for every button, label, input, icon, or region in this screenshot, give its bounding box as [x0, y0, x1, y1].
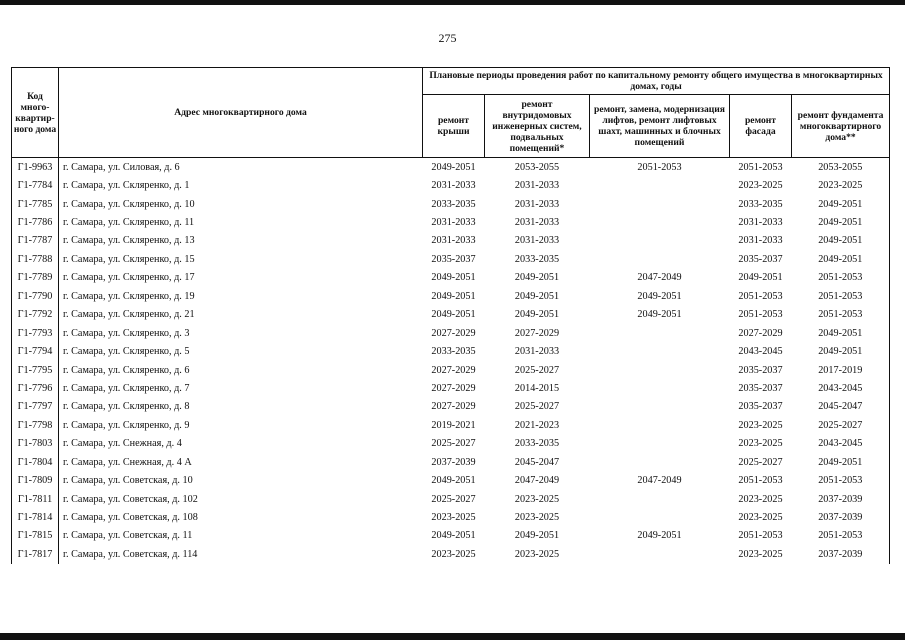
foundation-period: 2017-2019: [792, 361, 890, 379]
elevators-period: [590, 342, 730, 360]
house-code: Г1-7793: [12, 324, 59, 342]
table-row: [12, 176, 890, 194]
elevators-period: [590, 213, 730, 231]
house-address: г. Самара, ул. Скляренко, д. 19: [63, 290, 195, 302]
house-address: г. Самара, ул. Советская, д. 114: [63, 548, 198, 560]
house-code: Г1-7785: [12, 195, 59, 213]
facade-period: 2049-2051: [738, 272, 783, 284]
engineering-period: 2031-2033: [514, 235, 560, 247]
facade-period: 2051-2053: [738, 290, 783, 302]
header-code: Код много-квартир-ного дома: [12, 68, 59, 158]
house-code: Г1-7789: [12, 269, 59, 287]
elevators-period: 2049-2051: [637, 530, 682, 542]
elevators-period: [590, 379, 730, 397]
top-rule: [0, 0, 905, 5]
roof-period: 2049-2051: [431, 530, 476, 542]
engineering-period: 2049-2051: [514, 290, 560, 302]
repair-schedule-table: [11, 67, 890, 564]
engineering-period: 2033-2035: [514, 438, 560, 450]
foundation-period: 2023-2025: [792, 176, 890, 194]
foundation-period: 2051-2053: [792, 269, 890, 287]
roof-period: 2033-2035: [431, 346, 476, 358]
engineering-period: 2031-2033: [514, 198, 560, 210]
facade-period: 2031-2033: [738, 235, 783, 247]
table-row: [12, 158, 890, 177]
foundation-period: 2051-2053: [792, 527, 890, 545]
table-row: [12, 361, 890, 379]
roof-period: 2025-2027: [431, 493, 476, 505]
engineering-period: 2031-2033: [514, 346, 560, 358]
house-address: г. Самара, ул. Скляренко, д. 17: [63, 272, 195, 284]
engineering-period: 2053-2055: [514, 161, 560, 173]
facade-period: 2051-2053: [738, 161, 783, 173]
elevators-period: [590, 398, 730, 416]
house-address: г. Самара, ул. Советская, д. 102: [63, 493, 198, 505]
roof-period: 2023-2025: [431, 512, 476, 524]
table-row: [12, 306, 890, 324]
roof-period: 2027-2029: [431, 364, 476, 376]
elevators-period: [590, 195, 730, 213]
facade-period: 2023-2025: [738, 548, 783, 560]
roof-period: 2037-2039: [431, 456, 476, 468]
foundation-period: 2049-2051: [792, 324, 890, 342]
elevators-period: [590, 416, 730, 434]
roof-period: 2049-2051: [431, 272, 476, 284]
roof-period: 2027-2029: [431, 327, 476, 339]
foundation-period: 2049-2051: [792, 250, 890, 268]
header-foundation: ремонт фундамента многоквартирного дома**: [792, 95, 890, 158]
table-row: [12, 508, 890, 526]
facade-period: 2027-2029: [738, 327, 783, 339]
house-code: Г1-7803: [12, 435, 59, 453]
foundation-period: 2025-2027: [792, 416, 890, 434]
house-address: г. Самара, ул. Скляренко, д. 9: [63, 419, 190, 431]
foundation-period: 2037-2039: [792, 508, 890, 526]
facade-period: 2025-2027: [738, 456, 783, 468]
engineering-period: 2023-2025: [514, 493, 560, 505]
table-row: [12, 324, 890, 342]
header-address: Адрес многоквартирного дома: [59, 68, 423, 158]
roof-period: 2035-2037: [431, 253, 476, 265]
table-row: [12, 232, 890, 250]
facade-period: 2023-2025: [738, 512, 783, 524]
bottom-rule: [0, 633, 905, 640]
foundation-period: 2043-2045: [792, 379, 890, 397]
foundation-period: 2049-2051: [792, 342, 890, 360]
engineering-period: 2049-2051: [514, 530, 560, 542]
house-code: Г1-7795: [12, 361, 59, 379]
house-code: Г1-7817: [12, 545, 59, 563]
header-roof: ремонт крыши: [423, 95, 485, 158]
facade-period: 2043-2045: [738, 346, 783, 358]
elevators-period: 2051-2053: [637, 161, 682, 173]
engineering-period: 2045-2047: [514, 456, 560, 468]
house-address: г. Самара, ул. Скляренко, д. 10: [63, 198, 195, 210]
house-code: Г1-7809: [12, 471, 59, 489]
house-code: Г1-7797: [12, 398, 59, 416]
engineering-period: 2021-2023: [514, 419, 560, 431]
elevators-period: [590, 453, 730, 471]
roof-period: 2033-2035: [431, 198, 476, 210]
elevators-period: 2049-2051: [637, 290, 682, 302]
facade-period: 2051-2053: [738, 309, 783, 321]
engineering-period: 2031-2033: [514, 180, 560, 192]
page-number: 275: [438, 31, 457, 45]
elevators-period: [590, 435, 730, 453]
house-address: г. Самара, ул. Советская, д. 108: [63, 512, 198, 524]
facade-period: 2023-2025: [738, 419, 783, 431]
house-code: Г1-7794: [12, 342, 59, 360]
house-address: г. Самара, ул. Скляренко, д. 8: [63, 401, 190, 413]
facade-period: 2023-2025: [738, 493, 783, 505]
engineering-period: 2049-2051: [514, 309, 560, 321]
elevators-period: [590, 176, 730, 194]
table-row: [12, 416, 890, 434]
house-code: Г1-7811: [12, 490, 59, 508]
elevators-period: [590, 490, 730, 508]
foundation-period: 2043-2045: [792, 435, 890, 453]
house-address: г. Самара, ул. Снежная, д. 4 А: [63, 456, 192, 468]
table-row: [12, 269, 890, 287]
facade-period: 2023-2025: [738, 180, 783, 192]
table-body: [12, 158, 890, 564]
facade-period: 2035-2037: [738, 401, 783, 413]
elevators-period: 2047-2049: [637, 475, 682, 487]
house-address: г. Самара, ул. Скляренко, д. 6: [63, 364, 190, 376]
engineering-period: 2023-2025: [514, 512, 560, 524]
elevators-period: 2049-2051: [637, 309, 682, 321]
engineering-period: 2025-2027: [514, 401, 560, 413]
engineering-period: 2047-2049: [514, 475, 560, 487]
roof-period: 2049-2051: [431, 475, 476, 487]
roof-period: 2031-2033: [431, 235, 476, 247]
facade-period: 2035-2037: [738, 382, 783, 394]
house-code: Г1-7798: [12, 416, 59, 434]
facade-period: 2023-2025: [738, 438, 783, 450]
roof-period: 2049-2051: [431, 309, 476, 321]
table-row: [12, 250, 890, 268]
elevators-period: 2047-2049: [637, 272, 682, 284]
house-address: г. Самара, ул. Скляренко, д. 11: [63, 217, 195, 229]
header-engineering: ремонт внутридомовых инженерных систем, подвальных помещений*: [485, 95, 590, 158]
roof-period: 2031-2033: [431, 217, 476, 229]
foundation-period: 2049-2051: [792, 232, 890, 250]
facade-period: 2035-2037: [738, 253, 783, 265]
elevators-period: [590, 508, 730, 526]
roof-period: 2027-2029: [431, 401, 476, 413]
house-address: г. Самара, ул. Скляренко, д. 15: [63, 253, 195, 265]
house-code: Г1-7796: [12, 379, 59, 397]
engineering-period: 2027-2029: [514, 327, 560, 339]
elevators-period: [590, 232, 730, 250]
table-row: [12, 287, 890, 305]
house-address: г. Самара, ул. Скляренко, д. 7: [63, 382, 190, 394]
house-address: г. Самара, ул. Скляренко, д. 1: [63, 180, 190, 192]
house-address: г. Самара, ул. Скляренко, д. 5: [63, 346, 190, 358]
header-periods: Плановые периоды проведения работ по капитальному ремонту общего имущества в многоквартирных домах, годы: [423, 68, 890, 95]
table-row: [12, 471, 890, 489]
foundation-period: 2037-2039: [792, 490, 890, 508]
roof-period: 2023-2025: [431, 548, 476, 560]
roof-period: 2049-2051: [431, 161, 476, 173]
elevators-period: [590, 250, 730, 268]
table-row: [12, 213, 890, 231]
house-code: Г1-7788: [12, 250, 59, 268]
table-row: [12, 398, 890, 416]
facade-period: 2035-2037: [738, 364, 783, 376]
engineering-period: 2049-2051: [514, 272, 560, 284]
engineering-period: 2031-2033: [514, 217, 560, 229]
facade-period: 2033-2035: [738, 198, 783, 210]
facade-period: 2051-2053: [738, 475, 783, 487]
roof-period: 2025-2027: [431, 438, 476, 450]
roof-period: 2019-2021: [431, 419, 476, 431]
house-code: Г1-7786: [12, 213, 59, 231]
engineering-period: 2033-2035: [514, 253, 560, 265]
table-row: [12, 545, 890, 563]
foundation-period: 2037-2039: [792, 545, 890, 563]
table-row: [12, 435, 890, 453]
table-row: [12, 342, 890, 360]
table-row: [12, 379, 890, 397]
elevators-period: [590, 324, 730, 342]
table-row: [12, 195, 890, 213]
house-code: Г1-7784: [12, 176, 59, 194]
elevators-period: [590, 545, 730, 563]
engineering-period: 2023-2025: [514, 548, 560, 560]
foundation-period: 2053-2055: [792, 158, 890, 177]
house-address: г. Самара, ул. Скляренко, д. 21: [63, 309, 195, 321]
foundation-period: 2045-2047: [792, 398, 890, 416]
foundation-period: 2051-2053: [792, 306, 890, 324]
house-code: Г1-7804: [12, 453, 59, 471]
roof-period: 2031-2033: [431, 180, 476, 192]
roof-period: 2027-2029: [431, 382, 476, 394]
house-address: г. Самара, ул. Скляренко, д. 13: [63, 235, 195, 247]
house-code: Г1-7792: [12, 306, 59, 324]
elevators-period: [590, 361, 730, 379]
header-elevators: ремонт, замена, модернизация лифтов, ремонт лифтовых шахт, машинных и блочных помещений: [590, 95, 730, 158]
foundation-period: 2049-2051: [792, 453, 890, 471]
header-facade: ремонт фасада: [730, 95, 792, 158]
facade-period: 2031-2033: [738, 217, 783, 229]
foundation-period: 2051-2053: [792, 287, 890, 305]
house-code: Г1-7815: [12, 527, 59, 545]
house-address: г. Самара, ул. Советская, д. 10: [63, 475, 193, 487]
foundation-period: 2051-2053: [792, 471, 890, 489]
engineering-period: 2025-2027: [514, 364, 560, 376]
foundation-period: 2049-2051: [792, 195, 890, 213]
house-code: Г1-7787: [12, 232, 59, 250]
house-code: Г1-7814: [12, 508, 59, 526]
roof-period: 2049-2051: [431, 290, 476, 302]
table-row: [12, 527, 890, 545]
table-row: [12, 490, 890, 508]
house-address: г. Самара, ул. Скляренко, д. 3: [63, 327, 190, 339]
facade-period: 2051-2053: [738, 530, 783, 542]
house-address: г. Самара, ул. Снежная, д. 4: [63, 438, 182, 450]
table-row: [12, 453, 890, 471]
house-code: Г1-7790: [12, 287, 59, 305]
house-address: г. Самара, ул. Силовая, д. 6: [63, 161, 180, 173]
house-code: Г1-9963: [12, 158, 59, 177]
engineering-period: 2014-2015: [514, 382, 560, 394]
foundation-period: 2049-2051: [792, 213, 890, 231]
house-address: г. Самара, ул. Советская, д. 11: [63, 530, 193, 542]
